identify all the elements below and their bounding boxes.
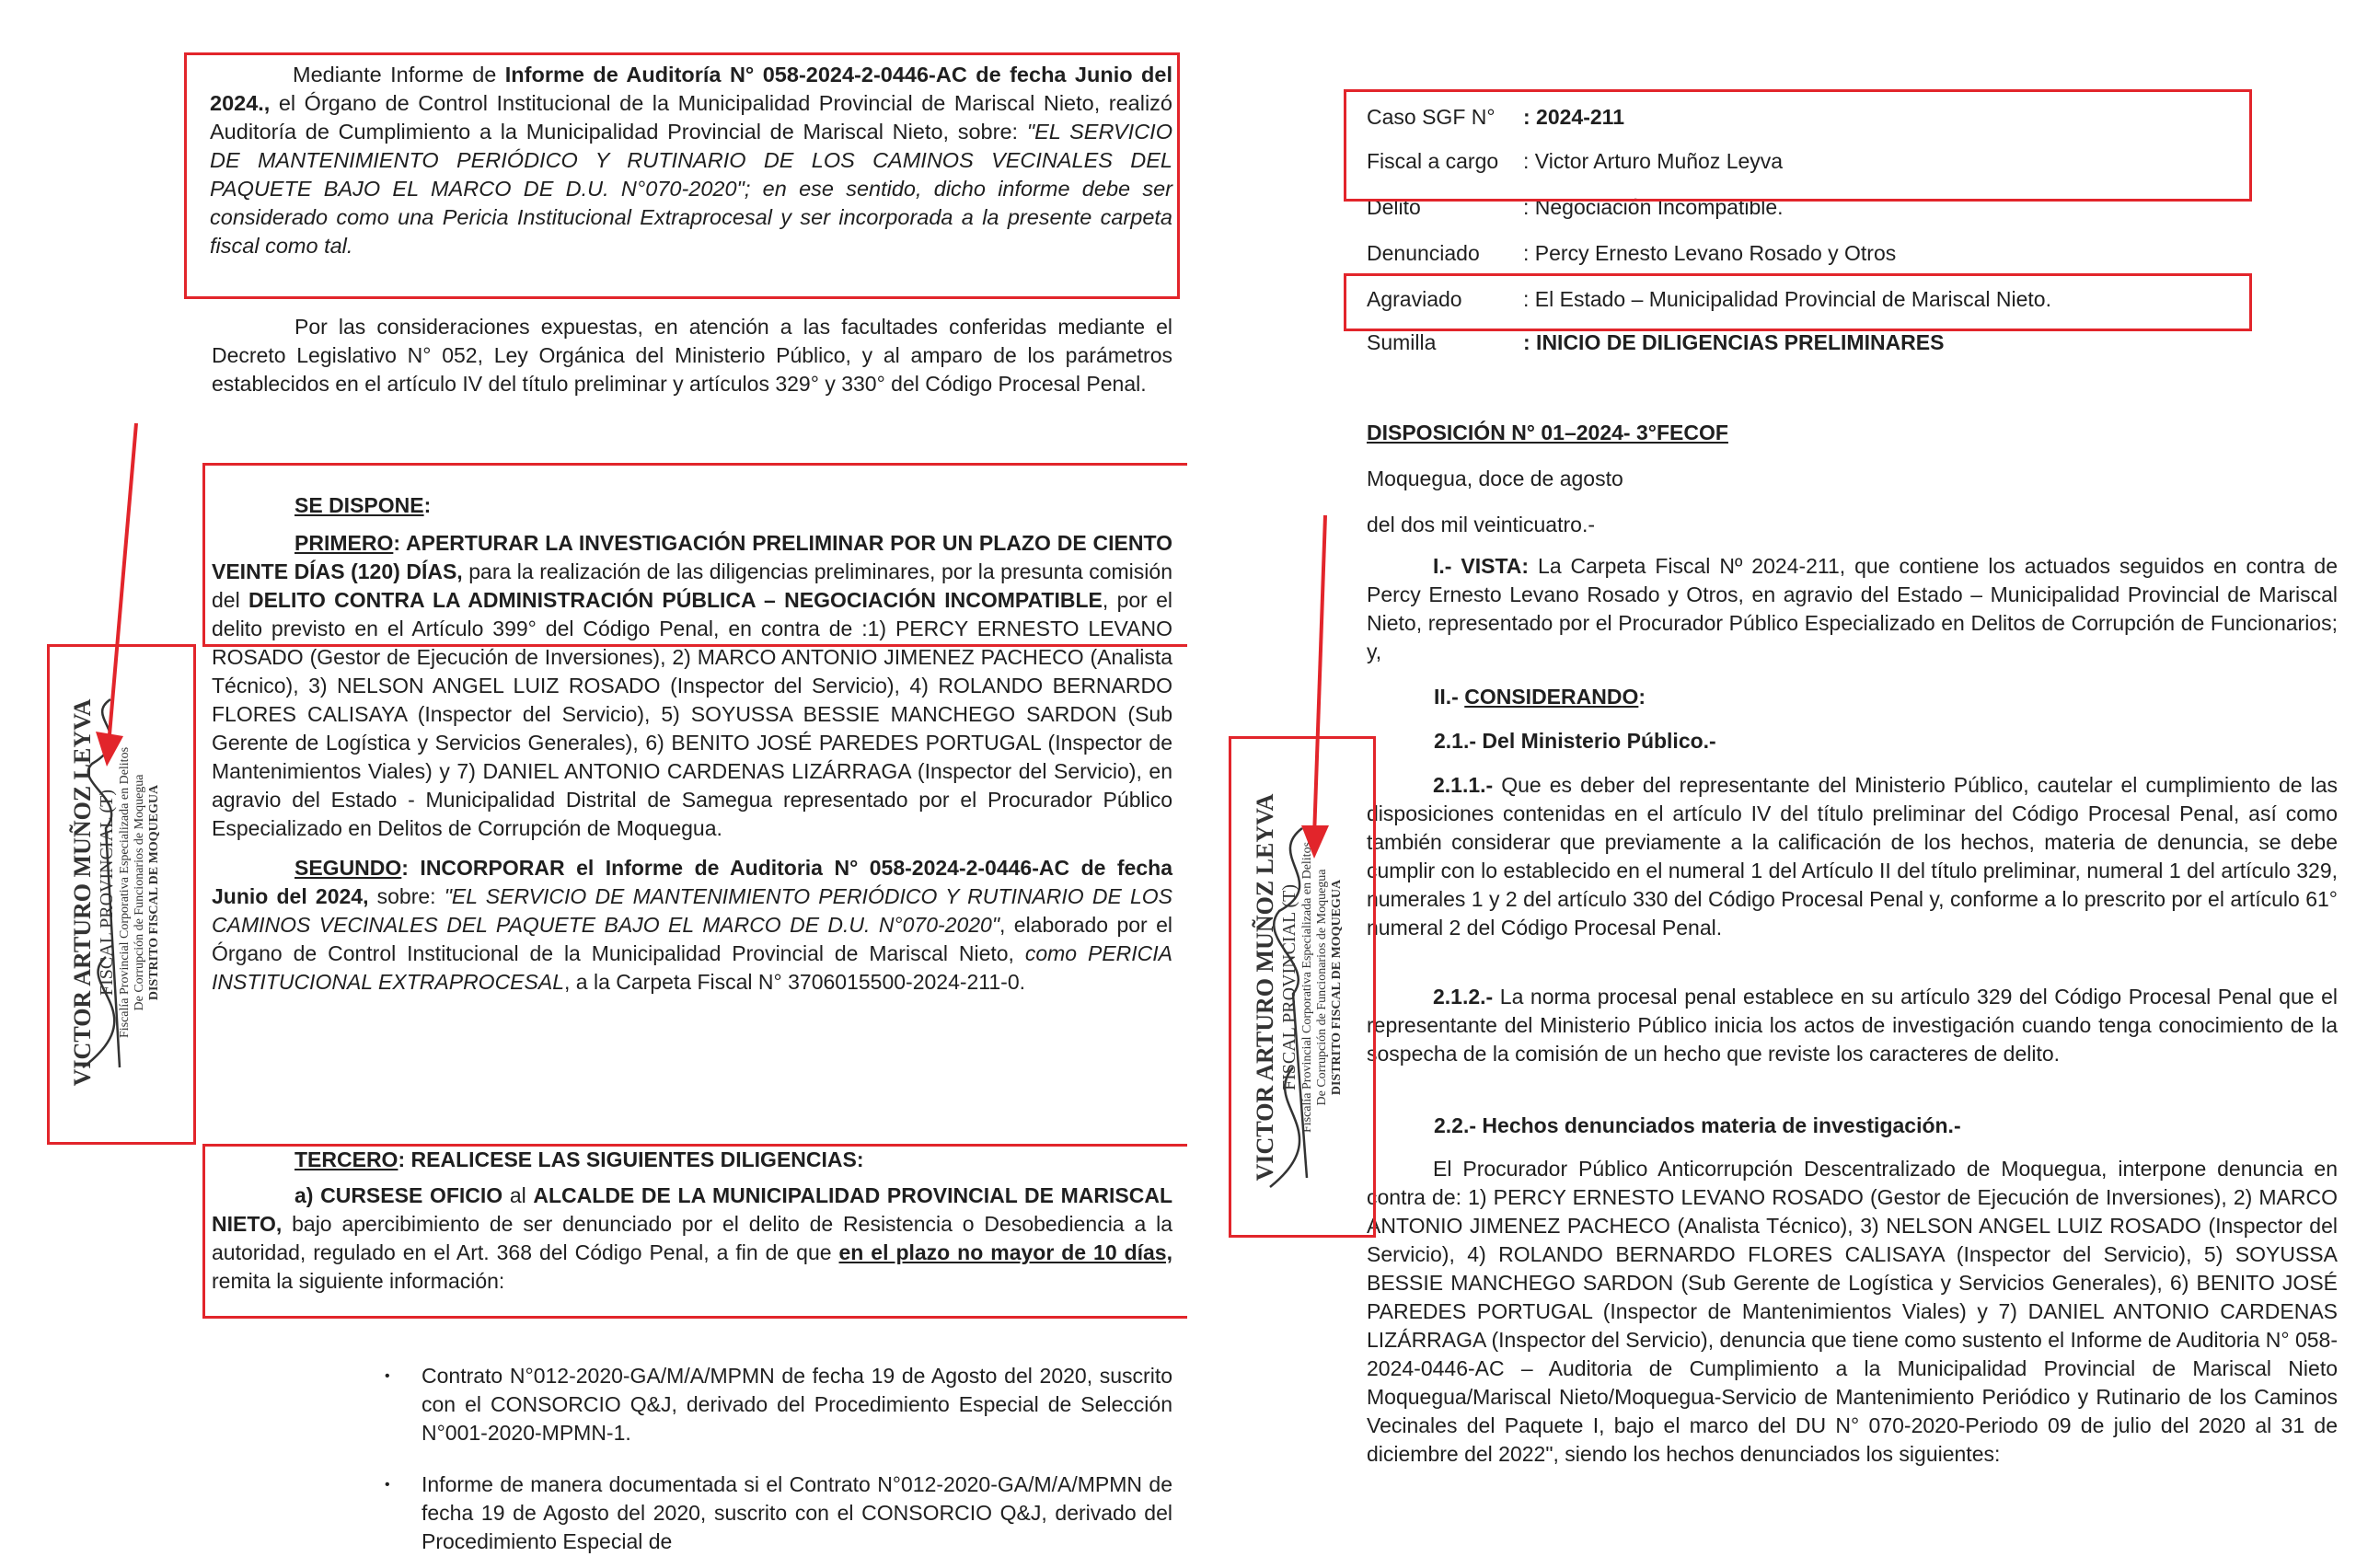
header-value: : Negociación Incompatible.	[1523, 195, 1784, 219]
text-run: Mediante Informe de	[293, 63, 505, 86]
highlight-box-se-dispone	[202, 463, 1193, 647]
text-run: sobre:	[368, 884, 445, 908]
disposicion-title: DISPOSICIÓN N° 01–2024- 3°FECOF	[1367, 421, 1728, 444]
header-key: Denunciado	[1367, 241, 1480, 265]
para-2-1-2	[1367, 983, 2338, 1068]
stamp-role: FISCAL PROVINCIAL (T)	[97, 789, 117, 997]
text-run-bold: a) CURSESE OFICIO	[294, 1183, 503, 1207]
header-value: : INICIO DE DILIGENCIAS PRELIMINARES	[1523, 330, 1945, 354]
signature-icon	[1238, 810, 1348, 1196]
tercero-heading: : REALICESE LAS SIGUIENTES DILIGENCIAS:	[398, 1147, 864, 1171]
list-item: • Informe de manera documentada si el Contrato N°012-2020-GA/M/A/MPMN de fecha 19 de Agosto del 2020, suscrito con el CONSORCIO Q&J, derivado del Procedimiento Especial de	[422, 1470, 1172, 1556]
text-run-italic: como PERICIA INSTITUCIONAL EXTRAPROCESAL	[212, 941, 1173, 994]
highlight-box-tercero	[202, 1144, 1193, 1319]
text-run: para la realización de las diligencias preliminares, por la presunta comisión del	[212, 559, 1172, 612]
se-dispone-heading: SE DISPONE	[294, 493, 424, 517]
section-se-dispone: SE DISPONE: PRIMERO: APERTURAR LA INVESTIGACIÓN PRELIMINAR POR UN PLAZO DE CIENTO VEINTE DÍAS (120) DÍAS, para la realización de las diligencias preliminares, por la presunta comisión del DELITO CONTRA LA ADMINISTRACIÓN PÚBLICA – NEGOCIACIÓN INCOMPATIBLE, por el delito previsto en el Artículo 399° del Código Penal, en contra de :1) PERCY ERNESTO LEVANO ROSADO (Gestor de Ejecución de Inversiones), 2) MARCO ANTONIO JIMENEZ PACHECO (Analista Técnico), 3) NELSON ANGEL LUIZ ROSADO (Inspector del Servicio), 4) ROLANDO BERNARDO FLORES CALISAYA (Inspector del Servicio), 5) SOYUSSA BESSIE MANCHEGO SARDON (Sub Gerente de Logística y Servicios Generales), 6) BENITO JOSÉ PAREDES PORTUGAL (Inspector de Mantenimientos Viales) y 7) DANIEL ANTONIO CARDENAS LIZÁRRAGA (Inspector del Servicio), en agravio del Estado - Municipalidad Distrital de Samegua representado por el Procurador Público Especializado en Delitos de Corrupción de Moquegua. SEGUNDO: INCORPORAR el Informe de Auditoria N° 058-2024-2-0446-AC de fecha Junio del 2024, sobre: "EL SERVICIO DE MANTENIMIENTO PERIÓDICO Y RUTINARIO DE LOS CAMINOS VECINALES DEL PAQUETE BAJO EL MARCO DE D.U. N°070-2020", elaborado por el Órgano de Control Institucional de la Municipalidad Provincial de Mariscal Nieto, como PERICIA INSTITUCIONAL EXTRAPROCESAL, a la Carpeta Fiscal N° 3706015500-2024-211-0.	[212, 493, 1173, 994]
text-run-bold-underlined: en el plazo no mayor de 10 días,	[838, 1240, 1172, 1264]
para-2-1-1	[1367, 771, 2338, 942]
header-row-denunciado	[1367, 239, 1896, 267]
stamp-line: Fiscalía Provincial Corporativa Especializada en Delitos	[118, 746, 132, 1039]
text-run: , por el delito previsto en el Artículo 399° del Código Penal, en contra de :1) PERCY ERNESTO LEVANO ROSADO (Gestor de Ejecución de Inversiones), 2) MARCO ANTONIO JIMENEZ PACHECO (Analista Técnico), 3) NELSON ANGEL LUIZ ROSADO (Inspector del Servicio), 4) ROLANDO BERNARDO FLORES CALISAYA (Inspector del Servicio), 5) SOYUSSA BESSIE MANCHEGO SARDON (Sub Gerente de Logística y Servicios Generales), 6) BENITO JOSÉ PAREDES PORTUGAL (Inspector de Mantenimientos Viales) y 7) DANIEL ANTONIO CARDENAS LIZÁRRAGA (Inspector del Servicio), en agravio del Estado - Municipalidad Distrital de Samegua representado por el Procurador Público Especializado en Delitos de Corrupción de Moquegua.	[212, 588, 1172, 840]
header-value: : Victor Arturo Muñoz Leyva	[1523, 149, 1784, 173]
para-vista	[1367, 552, 2338, 666]
text-run-italic: "EL SERVICIO DE MANTENIMIENTO PERIÓDICO Y RUTINARIO DE LOS CAMINOS VECINALES DEL PAQUETE BAJO EL MARCO DE D.U. N°070-2020"	[210, 120, 1172, 201]
stamp-line: Fiscalía Provincial Corporativa Especializada en Delitos	[1300, 841, 1314, 1134]
text-run-bold: Informe de Auditoría N° 058-2024-2-0446-AC de fecha Junio del 2024.,	[210, 63, 1172, 115]
highlight-box-informe	[184, 52, 1180, 299]
vista-text: La Carpeta Fiscal Nº 2024-211, que contiene los actuados seguidos en contra de Percy Ernesto Levano Rosado y Otros, en agravio del Estado – Municipalidad Provincial de Mariscal Nieto, representado por el Procurador Público Especializado en Delitos de Corrupción de Funcionarios; y,	[1367, 554, 2339, 663]
stamp-line: DISTRITO FISCAL DE MOQUEGUA	[1330, 879, 1344, 1096]
header-value: : Percy Ernesto Levano Rosado y Otros	[1523, 241, 1897, 265]
text-run: remita la siguiente información:	[212, 1269, 505, 1293]
header-key: Caso SGF N°	[1367, 105, 1496, 129]
text-run-italic: "EL SERVICIO DE MANTENIMIENTO PERIÓDICO Y RUTINARIO DE LOS CAMINOS VECINALES DEL PAQUETE BAJO EL MARCO DE D.U. N°070-2020"	[212, 884, 1172, 937]
stamp-line: DISTRITO FISCAL DE MOQUEGUA	[147, 784, 161, 1001]
header-key: Agraviado	[1367, 287, 1462, 311]
considerando-prefix: II.-	[1434, 685, 1465, 709]
header-key: Fiscal a cargo	[1367, 149, 1499, 173]
fecha-anio: del dos mil veinticuatro.-	[1367, 513, 1595, 536]
header-value: : 2024-211	[1523, 105, 1624, 129]
text-run-bold: Informe de Auditoria N° 058-2024-2-0446-AC de fecha Junio del 2024,	[212, 856, 1172, 908]
para-consideraciones	[212, 313, 1172, 398]
stamp-line: De Corrupción de Funcionarios de Moquegua	[133, 774, 146, 1011]
hechos-text: El Procurador Público Anticorrupción Descentralizado de Moquegua, interpone denuncia en contra de: 1) PERCY ERNESTO LEVANO ROSADO (Gestor de Ejecución de Inversiones), 2) MARCO ANTONIO JIMENEZ PACHECO (Analista Técnico), 3) NELSON ANGEL LUIZ ROSADO (Inspector del Servicio), 4) ROLANDO BERNARDO FLORES CALISAYA (Inspector del Servicio), 5) SOYUSSA BESSIE MANCHEGO SARDON (Sub Gerente de Logística y Servicios Generales), 6) BENITO JOSÉ PAREDES PORTUGAL (Inspector de Mantenimientos Viales) y 7) DANIEL ANTONIO CARDENAS LIZÁRRAGA (Inspector del Servicio), denuncia que tiene como sustento el Informe de Auditoria N° 058-2024-0446-AC – Auditoria de Cumplimiento a la Municipalidad Provincial de Mariscal Nieto Moquegua/Mariscal Nieto/Moquegua-Servicio de Mantenimiento Periódico y Rutinario de los Caminos Vecinales del Paquete I, bajo el marco del DU N° 070-2020-Periodo 09 de julio del 2020 al 31 de diciembre del 2022", siendo los hechos denunciados los siguientes:	[1367, 1157, 2338, 1466]
section-number: 2.1.1.-	[1433, 773, 1494, 797]
heading-ministerio-publico: 2.1.- Del Ministerio Público.-	[1434, 729, 1716, 753]
primero-label: PRIMERO	[294, 531, 394, 555]
text-run: bajo apercibimiento de ser denunciado por el delito de Resistencia o Desobediencia a la autoridad, regulado en el Art. 368 del Código Penal, a fin de que	[212, 1212, 1172, 1264]
text-run-bold: DELITO CONTRA LA ADMINISTRACIÓN PÚBLICA – NEGOCIACIÓN INCOMPATIBLE	[248, 588, 1103, 612]
stamp-line: De Corrupción de Funcionarios de Moquegua	[1315, 869, 1329, 1106]
section-text: La norma procesal penal establece en su artículo 329 del Código Procesal Penal que el representante del Ministerio Público inicia los actos de investigación cuando tenga conocimiento de la sospecha de la comisión de un hecho que reviste los caracteres de delito.	[1367, 985, 2338, 1066]
lugar-fecha: Moquegua, doce de agosto	[1367, 467, 1623, 490]
primero-heading: : APERTURAR LA INVESTIGACIÓN PRELIMINAR POR UN PLAZO DE CIENTO VEINTE DÍAS (120) DÍAS,	[212, 531, 1172, 583]
text-run: al	[502, 1183, 534, 1207]
header-key: Sumilla	[1367, 330, 1437, 354]
header-key: Delito	[1367, 195, 1421, 219]
text-run-italic: ; en ese sentido, dicho informe debe ser considerado como una Pericia Institucional Extraprocesal y ser incorporada a la presente carpeta fiscal como tal.	[210, 177, 1172, 258]
tercero-label: TERCERO	[294, 1147, 398, 1171]
right-document-page	[1187, 0, 2356, 1568]
stamp-name: VICTOR ARTURO MUÑOZ LEYVA	[1252, 793, 1278, 1182]
heading-hechos-denunciados: 2.2.- Hechos denunciados materia de investigación.-	[1434, 1113, 1961, 1137]
arrow-down-icon	[92, 419, 147, 768]
stamp-role: FISCAL PROVINCIAL (T)	[1279, 883, 1299, 1091]
section-number: 2.1.2.-	[1433, 985, 1494, 1009]
arrow-down-icon	[1298, 511, 1334, 860]
text-run: , a la Carpeta Fiscal N° 3706015500-2024-211-0.	[564, 970, 1026, 994]
header-value: : El Estado – Municipalidad Provincial de Mariscal Nieto.	[1523, 287, 2051, 311]
segundo-label: SEGUNDO	[294, 856, 402, 880]
heading-considerando: II.- CONSIDERANDO:	[1434, 685, 1646, 709]
text-run: el Órgano de Control Institucional de la Municipalidad Provincial de Mariscal Nieto, realizó Auditoría de Cumplimiento a la Municipalidad Provincial de Mariscal Nieto, sobre:	[210, 91, 1172, 144]
para-hechos	[1367, 1155, 2338, 1469]
stamp-name: VICTOR ARTURO MUÑOZ LEYVA	[69, 698, 96, 1087]
consideraciones-text: Por las consideraciones expuestas, en atención a las facultades conferidas mediante el Decreto Legislativo N° 052, Ley Orgánica del Ministerio Público, y al amparo de los parámetros establecidos en el artículo IV del título preliminar y artículos 329° y 330° del Código Procesal Penal.	[212, 315, 1172, 396]
header-row-sumilla	[1367, 329, 1944, 356]
highlight-box-agraviado	[1344, 273, 2252, 331]
text-run: , elaborado por el Órgano de Control Institucional de la Municipalidad Provincial de Mariscal Nieto,	[212, 913, 1173, 965]
text-run-bold: ALCALDE DE LA MUNICIPALIDAD PROVINCIAL DE MARISCAL NIETO,	[212, 1183, 1172, 1236]
section-text: Que es deber del representante del Ministerio Público, cautelar el cumplimiento de las disposiciones contenidas en el artículo IV del título preliminar del Código Procesal Penal, así como también considerar que previamente a la calificación de los hechos, materia de denuncia, se debe cumplir con lo establecido en el numeral 1 del Artículo II del título preliminar, numeral 1 del artículo 329, numerales 1 y 2 del artículo 330 del Código Procesal Penal y, conforme a lo prescrito por el artículo 61° numeral 2 del Código Procesal Penal.	[1367, 773, 2338, 940]
text-run-bold: : INCORPORAR el	[401, 856, 606, 880]
vista-label: I.- VISTA:	[1433, 554, 1530, 578]
considerando-heading: CONSIDERANDO	[1464, 685, 1639, 709]
highlight-box-caso-fiscal	[1344, 89, 2252, 202]
list-item: • Contrato N°012-2020-GA/M/A/MPMN de fecha 19 de Agosto del 2020, suscrito con el CONSORCIO Q&J, derivado del Procedimiento Especial de Selección N°001-2020-MPMN-1.	[422, 1362, 1172, 1447]
